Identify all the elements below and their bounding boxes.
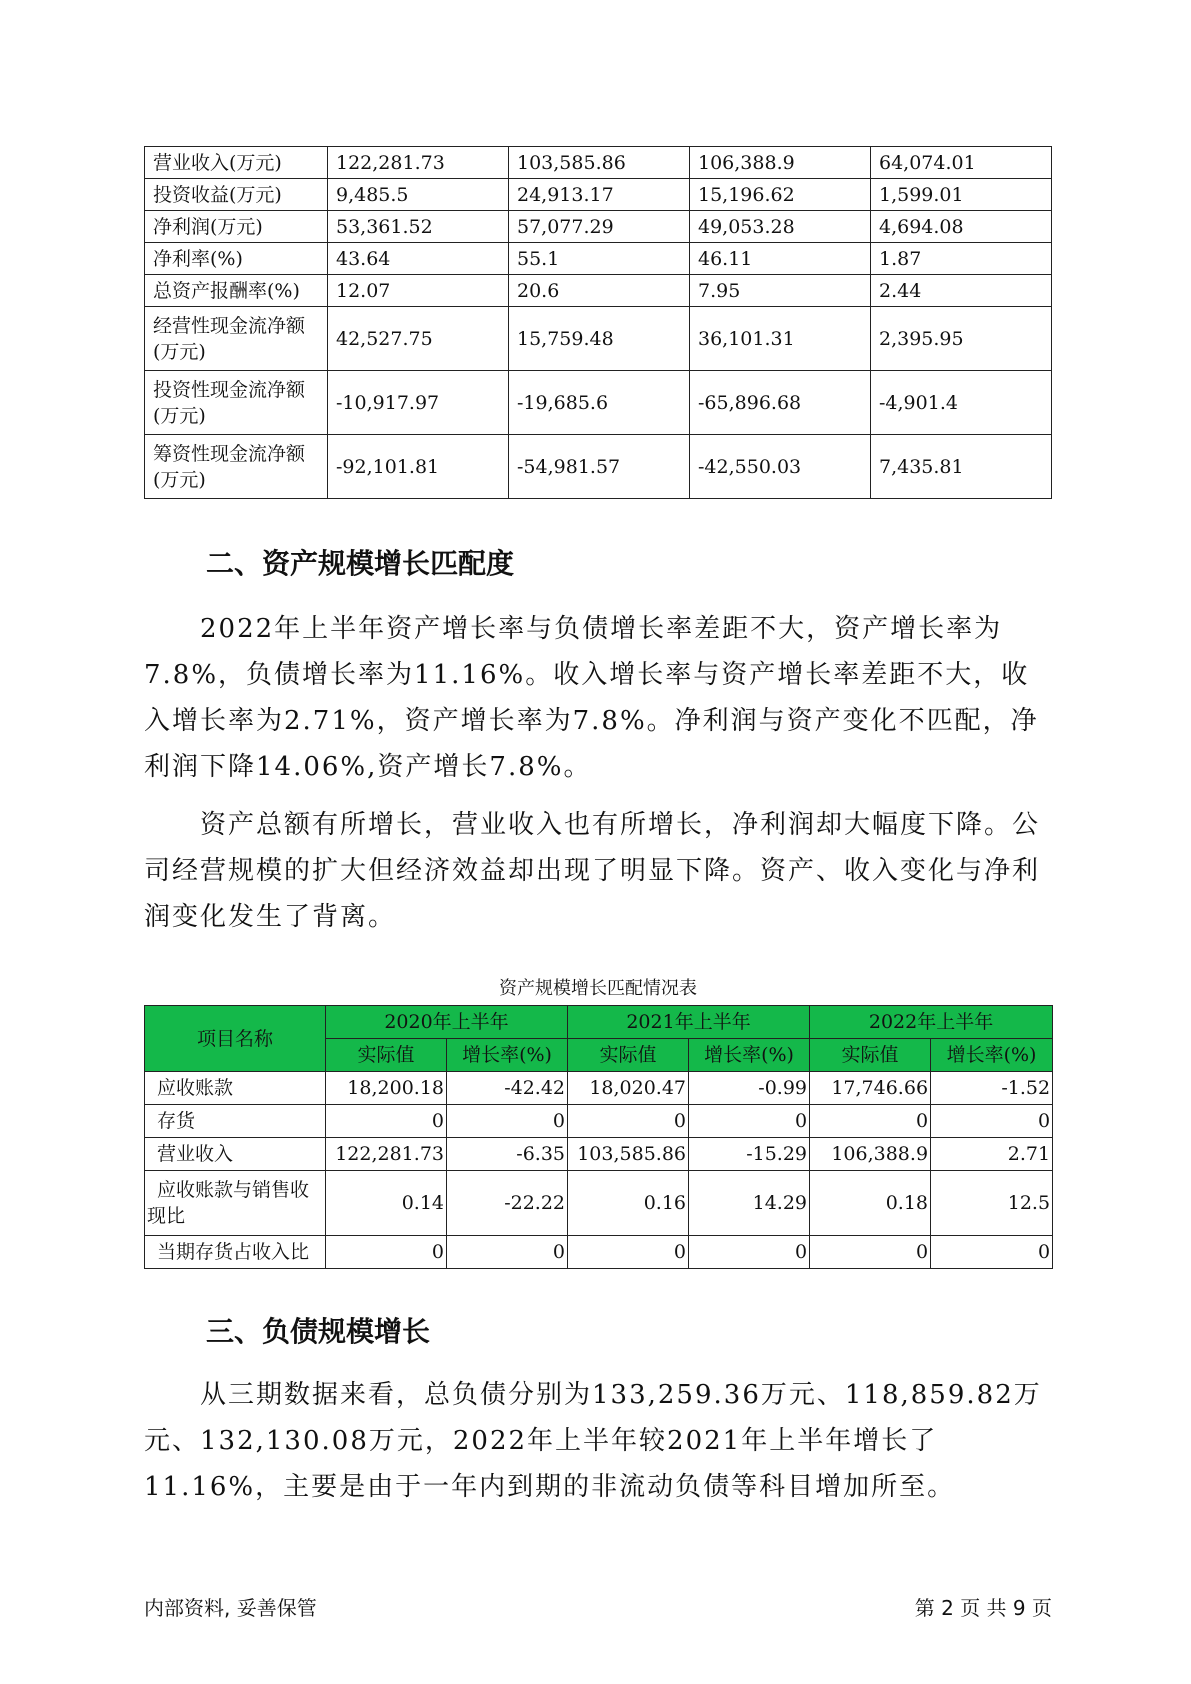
footer-confidential-note: 内部资料, 妥善保管 bbox=[144, 1596, 317, 1620]
section-heading-asset-scale: 二、资产规模增长匹配度 bbox=[206, 547, 515, 580]
table-cell: 49,053.28 bbox=[690, 211, 871, 243]
table-row bbox=[145, 1072, 1053, 1105]
financial-summary-table bbox=[144, 146, 1052, 499]
table-cell: 0 bbox=[810, 1236, 931, 1269]
header-growth: 增长率(%) bbox=[931, 1039, 1053, 1072]
table-cell: 122,281.73 bbox=[328, 147, 509, 179]
table-cell: 0 bbox=[447, 1105, 568, 1138]
table-cell: 24,913.17 bbox=[509, 179, 690, 211]
table-cell: 7.95 bbox=[690, 275, 871, 307]
row-label: 筹资性现金流净额(万元) bbox=[145, 435, 328, 499]
table-cell: -19,685.6 bbox=[509, 371, 690, 435]
table-cell: -0.99 bbox=[689, 1072, 810, 1105]
table-cell: 0 bbox=[326, 1105, 447, 1138]
table-cell: -4,901.4 bbox=[871, 371, 1052, 435]
table-cell: 2.44 bbox=[871, 275, 1052, 307]
row-label: 净利润(万元) bbox=[145, 211, 328, 243]
table-cell: -42.42 bbox=[447, 1072, 568, 1105]
header-item-name: 项目名称 bbox=[145, 1006, 326, 1072]
row-name: 营业收入 bbox=[145, 1138, 326, 1171]
table-cell: -10,917.97 bbox=[328, 371, 509, 435]
header-row bbox=[145, 1006, 1053, 1039]
table-cell: 53,361.52 bbox=[328, 211, 509, 243]
table-cell: 0 bbox=[931, 1236, 1053, 1269]
header-actual: 实际值 bbox=[810, 1039, 931, 1072]
table-cell: 106,388.9 bbox=[810, 1138, 931, 1171]
header-period: 2020年上半年 bbox=[326, 1006, 568, 1039]
table-row bbox=[145, 1236, 1053, 1269]
header-actual: 实际值 bbox=[568, 1039, 689, 1072]
table-row bbox=[145, 179, 1052, 211]
paragraph-asset-growth: 2022年上半年资产增长率与负债增长率差距不大，资产增长率为7.8%，负债增长率为11.16%。收入增长率与资产增长率差距不大，收入增长率为2.71%，资产增长率为7.8%。净利润与资产变化不匹配，净利润下降14.06%,资产增长7.8%。 bbox=[144, 614, 1039, 782]
table-row bbox=[145, 307, 1052, 371]
table-cell: -65,896.68 bbox=[690, 371, 871, 435]
table-cell: 20.6 bbox=[509, 275, 690, 307]
table-cell: 0.16 bbox=[568, 1171, 689, 1236]
table-cell: -15.29 bbox=[689, 1138, 810, 1171]
table-cell: 9,485.5 bbox=[328, 179, 509, 211]
row-label: 投资收益(万元) bbox=[145, 179, 328, 211]
row-label: 经营性现金流净额(万元) bbox=[145, 307, 328, 371]
table-cell: 0.18 bbox=[810, 1171, 931, 1236]
row-label: 营业收入(万元) bbox=[145, 147, 328, 179]
table-cell: 7,435.81 bbox=[871, 435, 1052, 499]
row-name: 存货 bbox=[145, 1105, 326, 1138]
table-cell: 0.14 bbox=[326, 1171, 447, 1236]
table-cell: 64,074.01 bbox=[871, 147, 1052, 179]
table-cell: 43.64 bbox=[328, 243, 509, 275]
table-cell: 55.1 bbox=[509, 243, 690, 275]
table-cell: 12.5 bbox=[931, 1171, 1053, 1236]
header-actual: 实际值 bbox=[326, 1039, 447, 1072]
row-name: 当期存货占收入比 bbox=[145, 1236, 326, 1269]
table-cell: 42,527.75 bbox=[328, 307, 509, 371]
table-cell: 15,759.48 bbox=[509, 307, 690, 371]
table-cell: 14.29 bbox=[689, 1171, 810, 1236]
table-cell: -22.22 bbox=[447, 1171, 568, 1236]
table-cell: 0 bbox=[568, 1236, 689, 1269]
table-cell: 0 bbox=[568, 1105, 689, 1138]
header-period: 2022年上半年 bbox=[810, 1006, 1053, 1039]
row-name: 应收账款与销售收现比 bbox=[145, 1171, 326, 1236]
table-cell: 18,020.47 bbox=[568, 1072, 689, 1105]
row-label: 净利率(%) bbox=[145, 243, 328, 275]
table-cell: -54,981.57 bbox=[509, 435, 690, 499]
table-cell: 106,388.9 bbox=[690, 147, 871, 179]
table-cell: 0 bbox=[689, 1236, 810, 1269]
table-cell: 0 bbox=[689, 1105, 810, 1138]
row-name: 应收账款 bbox=[145, 1072, 326, 1105]
table-cell: 15,196.62 bbox=[690, 179, 871, 211]
table-cell: 12.07 bbox=[328, 275, 509, 307]
table-row bbox=[145, 275, 1052, 307]
table-cell: 36,101.31 bbox=[690, 307, 871, 371]
table-cell: -42,550.03 bbox=[690, 435, 871, 499]
row-label: 总资产报酬率(%) bbox=[145, 275, 328, 307]
table-cell: 18,200.18 bbox=[326, 1072, 447, 1105]
table-row bbox=[145, 147, 1052, 179]
table-cell: 122,281.73 bbox=[326, 1138, 447, 1171]
table-cell: 4,694.08 bbox=[871, 211, 1052, 243]
table-cell: 17,746.66 bbox=[810, 1072, 931, 1105]
table-cell: 0 bbox=[810, 1105, 931, 1138]
section-heading-liability-scale: 三、负债规模增长 bbox=[206, 1315, 431, 1348]
table-cell: 0 bbox=[326, 1236, 447, 1269]
row-label: 投资性现金流净额(万元) bbox=[145, 371, 328, 435]
table-cell: 2,395.95 bbox=[871, 307, 1052, 371]
table-cell: -92,101.81 bbox=[328, 435, 509, 499]
paragraph-liability-growth: 从三期数据来看，总负债分别为133,259.36万元、118,859.82万元、132,130.08万元，2022年上半年较2021年上半年增长了11.16%，主要是由于一年内到期的非流动负债等科目增加所至。 bbox=[144, 1380, 1042, 1502]
table-cell: 103,585.86 bbox=[509, 147, 690, 179]
table-cell: -1.52 bbox=[931, 1072, 1053, 1105]
header-growth: 增长率(%) bbox=[447, 1039, 568, 1072]
table-cell: 2.71 bbox=[931, 1138, 1053, 1171]
table-cell: 103,585.86 bbox=[568, 1138, 689, 1171]
asset-growth-match-table bbox=[144, 1005, 1053, 1269]
table-caption: 资产规模增长匹配情况表 bbox=[499, 978, 697, 999]
header-period: 2021年上半年 bbox=[568, 1006, 810, 1039]
table-row bbox=[145, 1105, 1053, 1138]
table-row bbox=[145, 1138, 1053, 1171]
table-cell: 0 bbox=[447, 1236, 568, 1269]
table-row bbox=[145, 371, 1052, 435]
paragraph-asset-analysis: 资产总额有所增长，营业收入也有所增长，净利润却大幅度下降。公司经营规模的扩大但经济效益却出现了明显下降。资产、收入变化与净利润变化发生了背离。 bbox=[144, 810, 1041, 932]
footer-page-number: 第 2 页 共 9 页 bbox=[914, 1596, 1052, 1620]
table-cell: 1.87 bbox=[871, 243, 1052, 275]
table-cell: 46.11 bbox=[690, 243, 871, 275]
table-row bbox=[145, 435, 1052, 499]
table-cell: 1,599.01 bbox=[871, 179, 1052, 211]
table-row bbox=[145, 1171, 1053, 1236]
table-row bbox=[145, 211, 1052, 243]
table-cell: -6.35 bbox=[447, 1138, 568, 1171]
table-cell: 57,077.29 bbox=[509, 211, 690, 243]
table-cell: 0 bbox=[931, 1105, 1053, 1138]
table-row bbox=[145, 243, 1052, 275]
header-growth: 增长率(%) bbox=[689, 1039, 810, 1072]
